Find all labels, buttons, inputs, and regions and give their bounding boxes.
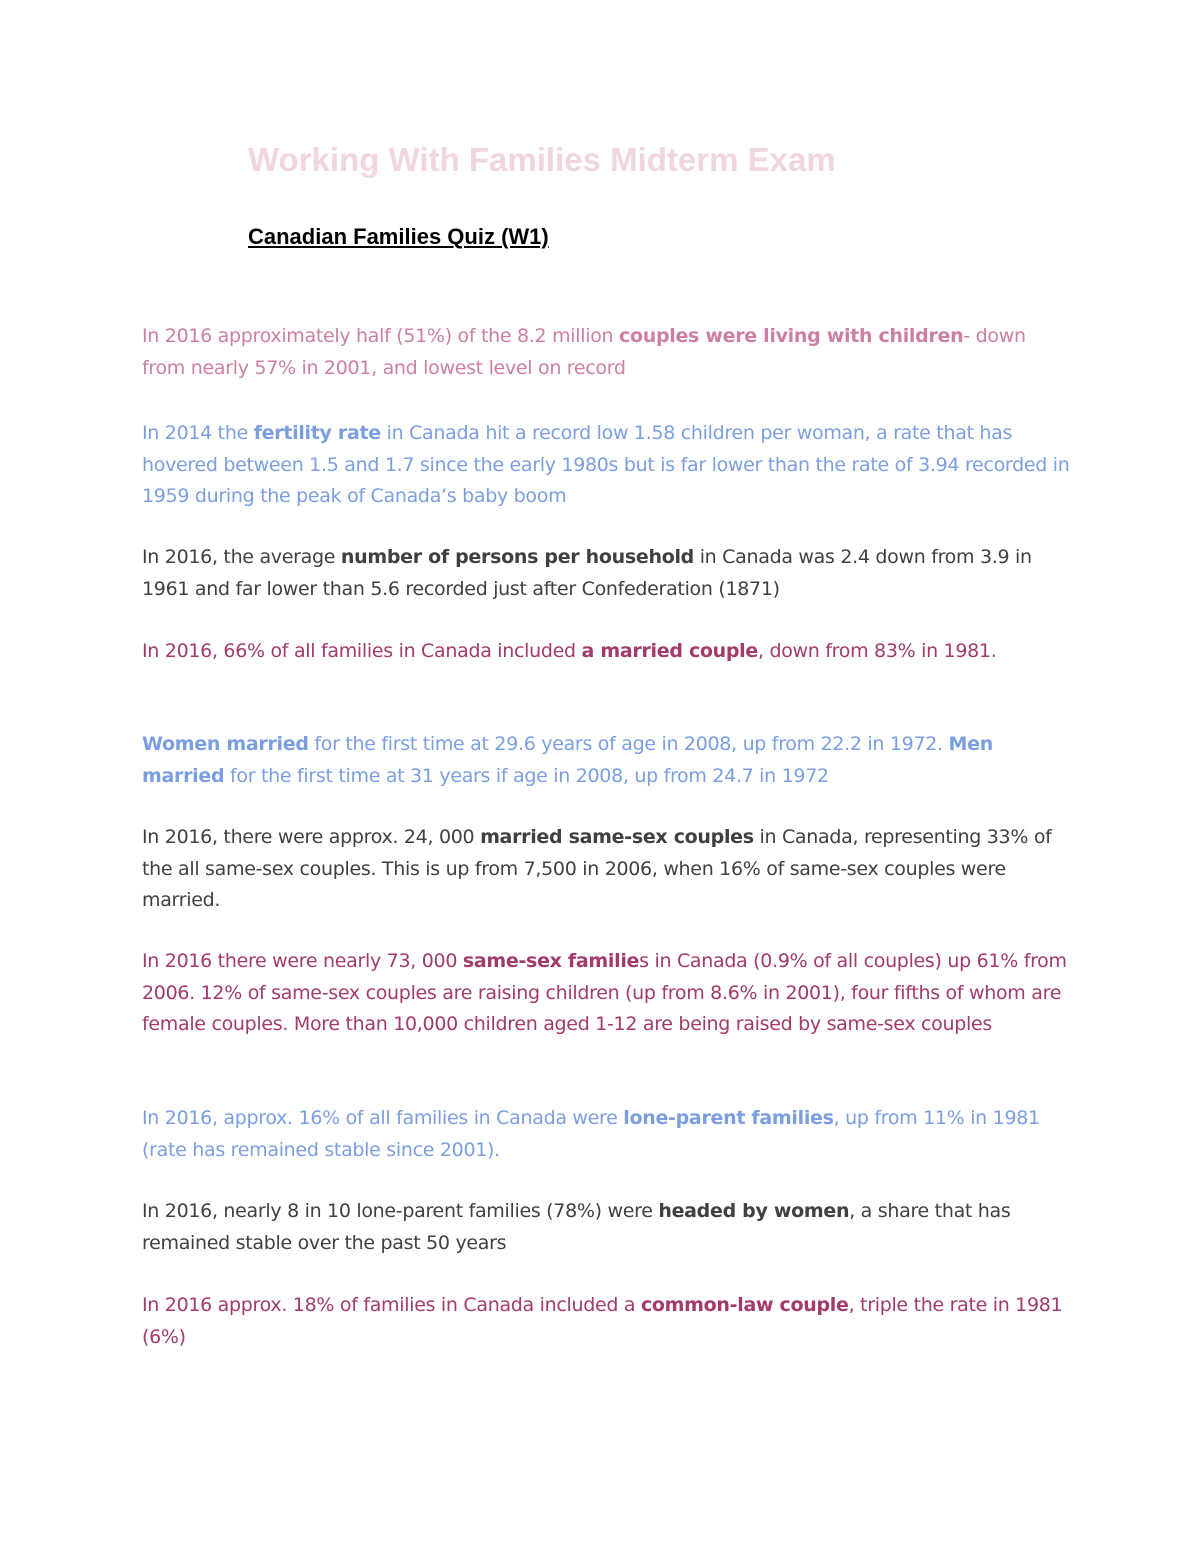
keyword-men-married: Men married [142, 733, 993, 787]
keyword-lone-parent-families: lone-parent families [623, 1107, 834, 1129]
keyword-persons-per-household: number of persons per household [340, 546, 694, 568]
paragraph-headed-by-women: In 2016, nearly 8 in 10 lone-parent families (78%) were headed by women, a share that has remained stable over the past 50 years [142, 1200, 1011, 1254]
keyword-same-sex-families: same-sex familie [462, 950, 640, 972]
keyword-common-law-couple: common-law couple [640, 1294, 849, 1316]
keyword-women-married: Women married [142, 733, 309, 755]
paragraph-couples-with-children: In 2016 approximately half (51%) of the 8.2 million couples were living with children- down from nearly 57% in 2001, and lowest level on record [142, 325, 1026, 379]
paragraph-fertility-rate: In 2014 the fertility rate in Canada hit a record low 1.58 children per woman, a rate that has hovered between 1.5 and 1.7 since the early 1980s but is far lower than the rate of 3.94 recorded in 1959 during the peak of Canada’s baby boom [142, 422, 1070, 507]
keyword-headed-by-women: headed by women [658, 1200, 850, 1222]
document-title: Working With Families Midterm Exam [248, 141, 836, 178]
keyword-fertility-rate: fertility rate [253, 422, 381, 444]
paragraph-married-couple: In 2016, 66% of all families in Canada included a married couple, down from 83% in 1981. [142, 640, 997, 662]
paragraph-same-sex-families: In 2016 there were nearly 73, 000 same-sex families in Canada (0.9% of all couples) up 61% from 2006. 12% of same-sex couples are raising children (up from 8.6% in 2001), four fifths of whom are female couples. More than 10,000 children aged 1-12 are being raised by same-sex couples [142, 950, 1067, 1035]
paragraph-age-at-marriage: Women married for the first time at 29.6 years of age in 2008, up from 22.2 in 1972. Men married for the first time at 31 years if age in 2008, up from 24.7 in 1972 [142, 733, 993, 787]
keyword-married-couple: a married couple [581, 640, 758, 662]
section-heading: Canadian Families Quiz (W1) [248, 224, 549, 249]
paragraph-persons-per-household: In 2016, the average number of persons per household in Canada was 2.4 down from 3.9 in 1961 and far lower than 5.6 recorded just after Confederation (1871) [142, 546, 1032, 600]
paragraph-lone-parent-families: In 2016, approx. 16% of all families in Canada were lone-parent families, up from 11% in 1981 (rate has remained stable since 2001). [142, 1107, 1040, 1161]
keyword-married-same-sex-couples: married same-sex couples [480, 826, 754, 848]
keyword-couples-with-children: couples were living with children [619, 325, 964, 347]
paragraph-married-same-sex-couples: In 2016, there were approx. 24, 000 married same-sex couples in Canada, representing 33% of the all same-sex couples. This is up from 7,500 in 2006, when 16% of same-sex couples were married. [142, 826, 1052, 911]
paragraph-common-law-couple: In 2016 approx. 18% of families in Canada included a common-law couple, triple the rate in 1981 (6%) [142, 1294, 1063, 1348]
